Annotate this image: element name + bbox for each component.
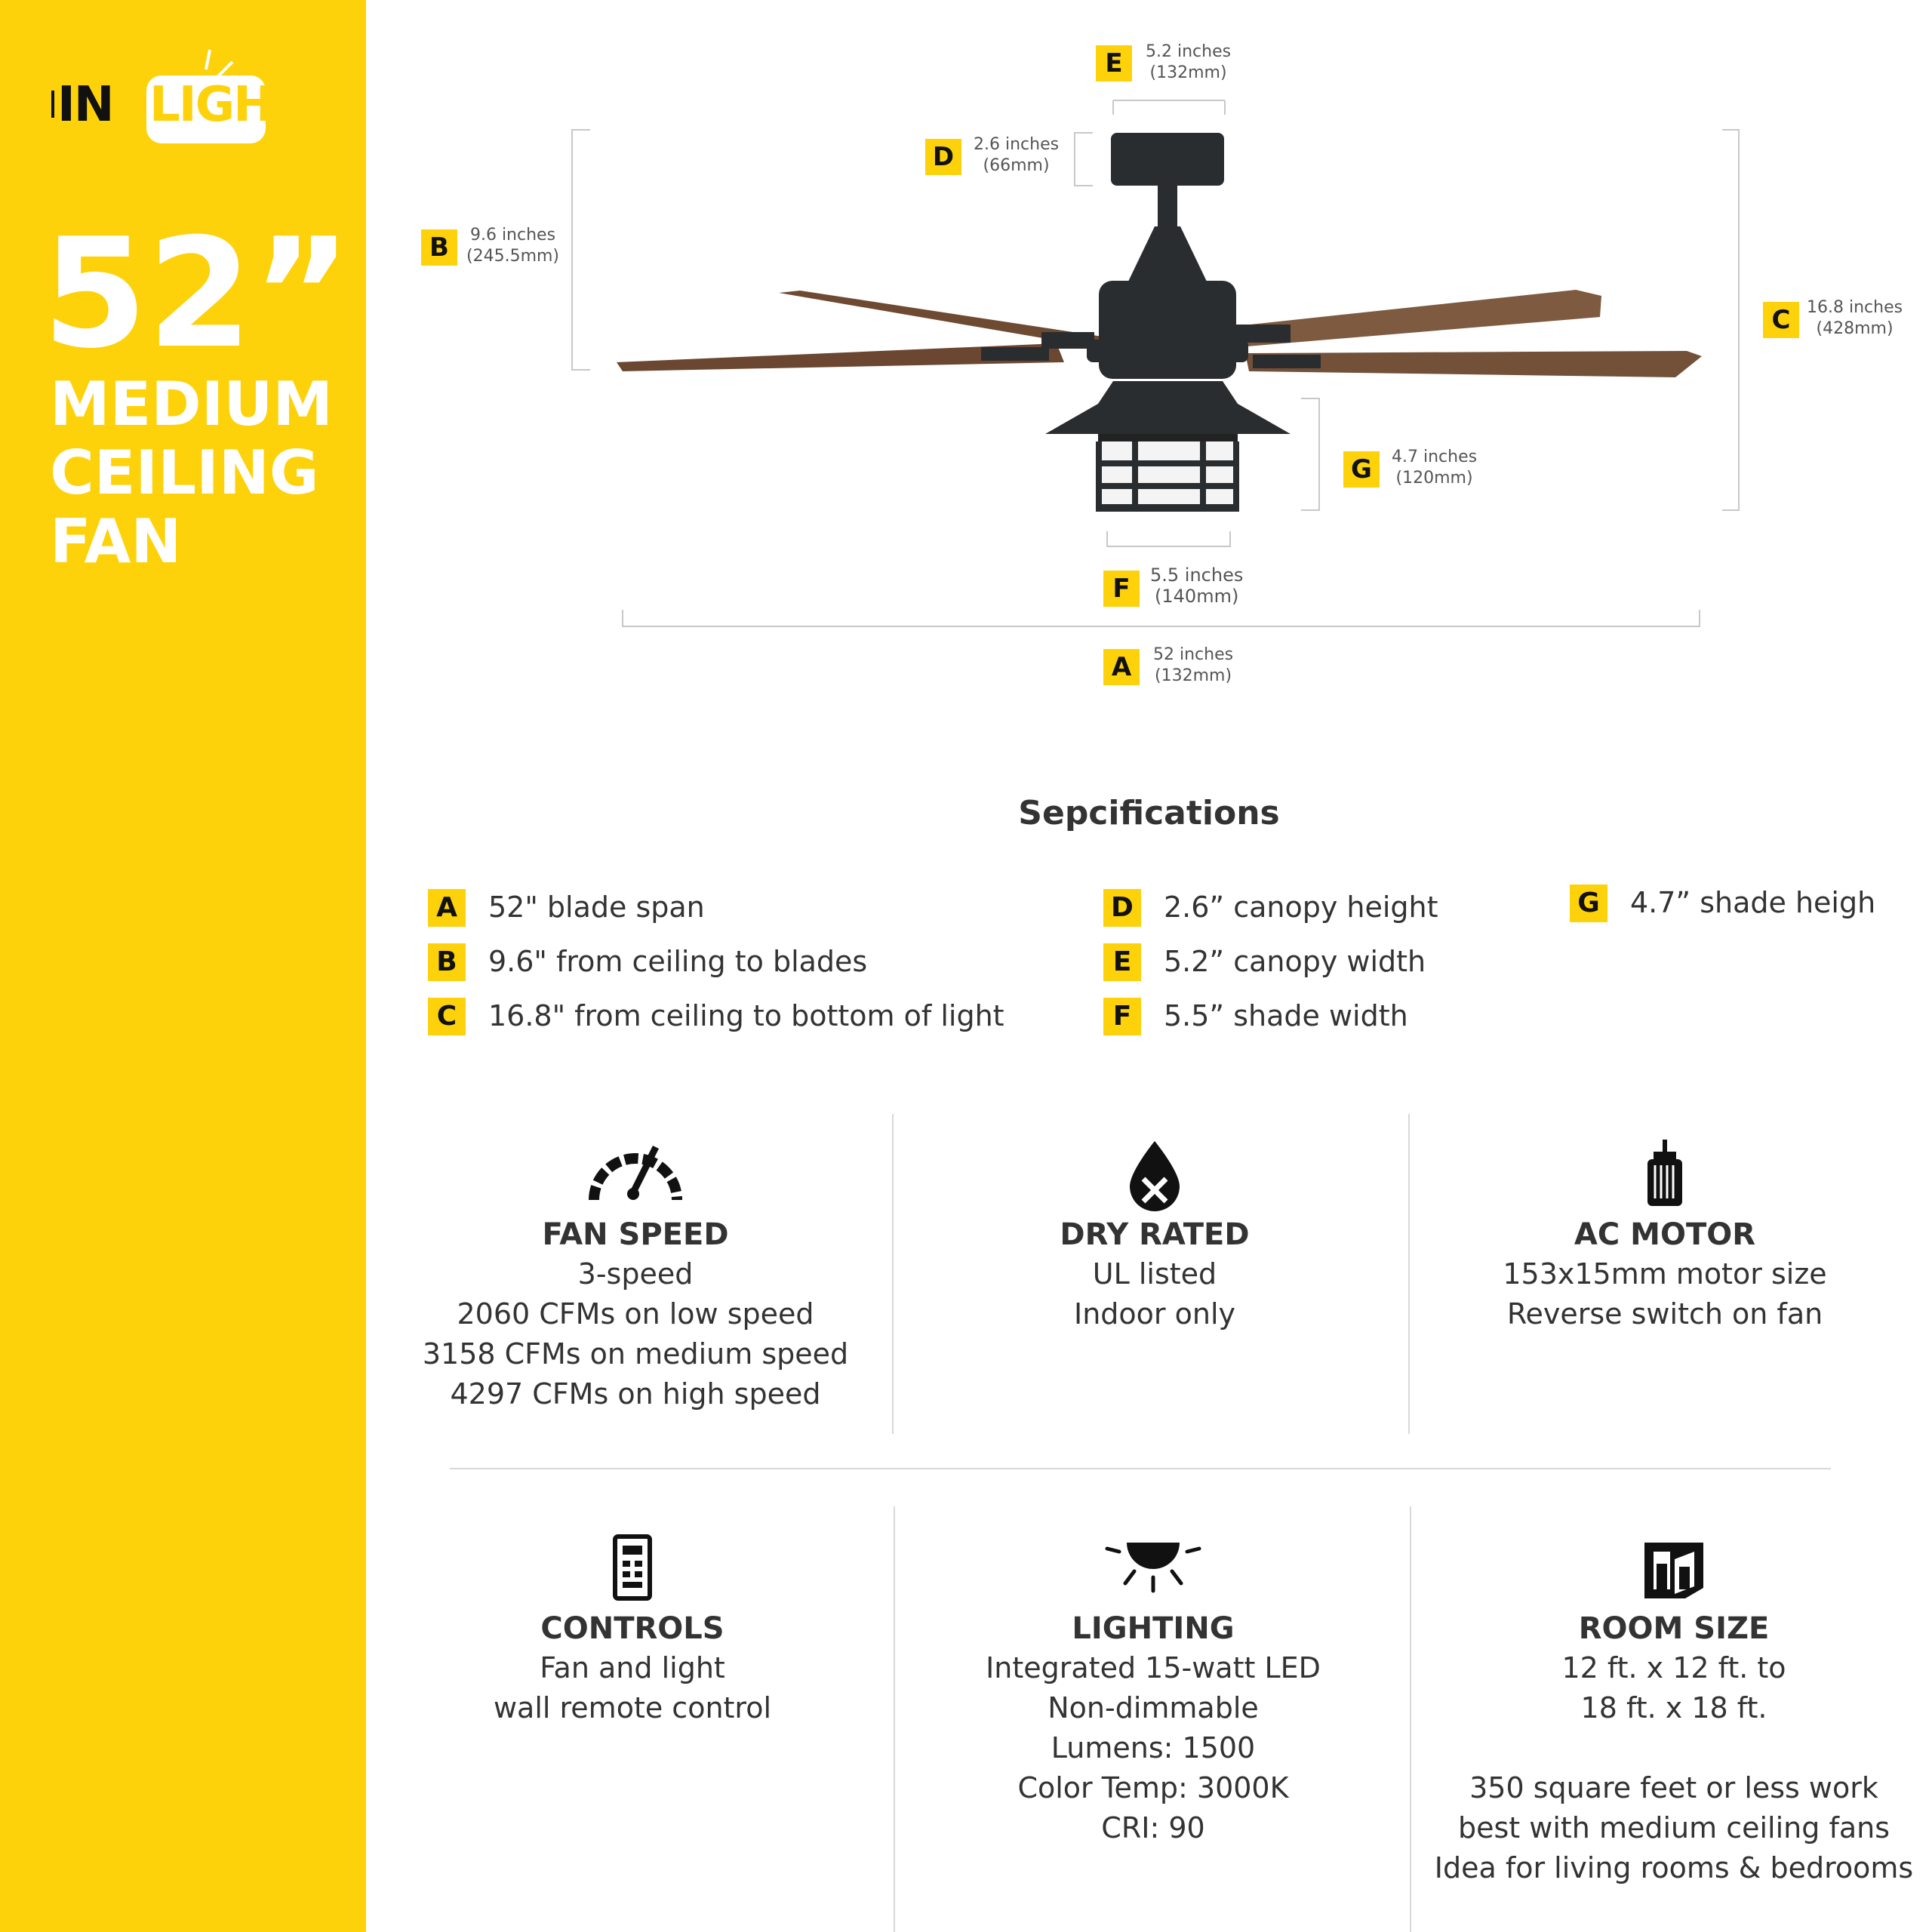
spec-label-a: A [428, 889, 466, 927]
dim-e-line [1113, 100, 1225, 115]
feature-fan-speed [379, 1132, 892, 1414]
measurement-e-mm: (132mm) [1149, 63, 1227, 82]
feature-ac-motor-line-2: Reverse switch on fan [1506, 1297, 1823, 1331]
fan-diagram [0, 0, 1932, 755]
light-fixture-icon [1104, 1526, 1202, 1609]
fan-type-line-2: CEILING [50, 438, 319, 508]
label-a: A [1103, 649, 1140, 685]
feature-fan-speed-line-4: 4297 CFMs on high speed [450, 1377, 821, 1411]
feature-lighting-line-1: Integrated 15-watt LED [986, 1651, 1321, 1684]
measurement-d-inches: 2.6 inches [974, 135, 1060, 154]
spec-label-f: F [1103, 998, 1141, 1035]
label-f: F [1103, 571, 1140, 607]
dim-c-line [1722, 130, 1739, 510]
measurement-f-inches: 5.5 inches [1150, 565, 1244, 586]
feature-dry-rated-line-1: UL listed [1092, 1257, 1217, 1291]
measurement-a [1153, 645, 1233, 687]
logo-light-text: LIGHT [149, 77, 304, 133]
spec-text-b: 9.6" from ceiling to blades [488, 945, 868, 978]
feature-controls-line-1: Fan and light [540, 1651, 725, 1684]
dim-a-line [623, 610, 1700, 626]
measurement-g-mm: (120mm) [1395, 469, 1473, 488]
measurement-b-mm: (245.5mm) [466, 247, 560, 266]
spec-label-c: C [428, 998, 466, 1035]
specifications-heading: Sepcifications [1018, 794, 1280, 832]
label-d: D [925, 139, 961, 175]
feature-lighting-title: LIGHTING [1072, 1611, 1235, 1646]
spec-label-e: E [1103, 943, 1141, 981]
spec-text-d: 2.6” canopy height [1164, 891, 1438, 924]
measurement-c [1807, 297, 1903, 340]
motor-icon [1616, 1132, 1714, 1215]
motor-housing [1099, 281, 1236, 379]
feature-fan-speed-line-2: 2060 CFMs on low speed [457, 1297, 814, 1331]
feature-room-size [1417, 1526, 1930, 1888]
spec-label-g: G [1570, 884, 1607, 922]
feature-controls-line-2: wall remote control [493, 1691, 772, 1724]
feature-fan-speed-line-1: 3-speed [577, 1257, 694, 1291]
measurement-c-mm: (428mm) [1816, 319, 1894, 338]
label-g: G [1343, 451, 1380, 488]
measurement-d-mm: (66mm) [983, 156, 1050, 175]
feature-room-size-title: ROOM SIZE [1578, 1611, 1770, 1646]
feature-lighting [897, 1526, 1410, 1848]
feature-dry-rated-line-2: Indoor only [1074, 1297, 1235, 1331]
feature-lighting-line-5: CRI: 90 [1101, 1811, 1205, 1844]
feature-fan-speed-title: FAN SPEED [542, 1217, 729, 1252]
dim-g-line [1301, 398, 1319, 510]
measurement-f [1150, 565, 1243, 607]
feature-controls-title: CONTROLS [540, 1611, 724, 1646]
spec-text-f: 5.5” shade width [1164, 999, 1408, 1032]
measurement-f-mm: (140mm) [1155, 586, 1239, 607]
feature-ac-motor-title: AC MOTOR [1574, 1217, 1756, 1252]
speedometer-icon [586, 1132, 685, 1215]
spec-text-c: 16.8" from ceiling to bottom of light [488, 999, 1004, 1032]
feature-divider-1 [892, 1114, 894, 1434]
feature-room-size-line-6: Idea for living rooms & bedrooms [1434, 1851, 1914, 1884]
feature-room-size-line-5: best with medium ceiling fans [1457, 1811, 1890, 1844]
spec-text-g: 4.7” shade heigh [1630, 886, 1876, 919]
lamp-shade [1045, 404, 1291, 434]
water-drop-icon [1106, 1132, 1204, 1215]
spec-text-e: 5.2” canopy width [1164, 945, 1426, 978]
feature-row-divider [450, 1468, 1831, 1469]
label-b: B [421, 229, 457, 266]
label-c: C [1763, 302, 1799, 338]
feature-ac-motor-line-1: 153x15mm motor size [1503, 1257, 1827, 1291]
wall-remote-icon [583, 1526, 681, 1609]
feature-room-size-line-1: 12 ft. x 12 ft. to [1561, 1651, 1786, 1684]
dim-b-line [572, 130, 590, 370]
spec-label-d: D [1103, 889, 1141, 927]
feature-divider-3 [894, 1506, 895, 1932]
spec-text-a: 52" blade span [488, 891, 705, 924]
label-e: E [1096, 45, 1132, 82]
light-glass [1100, 441, 1235, 509]
canopy [1111, 133, 1224, 186]
feature-controls [376, 1526, 889, 1728]
measurement-a-mm: (132mm) [1155, 666, 1232, 685]
feature-divider-4 [1410, 1506, 1411, 1932]
feature-fan-speed-line-3: 3158 CFMs on medium speed [422, 1337, 849, 1371]
measurement-b-inches: 9.6 inches [469, 226, 556, 245]
feature-lighting-line-2: Non-dimmable [1048, 1691, 1259, 1724]
fan-body [1045, 133, 1291, 512]
dim-f-line [1107, 531, 1230, 546]
fan-type-line-1: MEDIUM [50, 369, 333, 439]
measurement-g-inches: 4.7 inches [1392, 448, 1478, 466]
fan-size-heading: 52” [42, 206, 352, 382]
room-icon [1625, 1526, 1723, 1609]
feature-ac-motor [1408, 1132, 1921, 1334]
feature-lighting-line-4: Color Temp: 3000K [1017, 1771, 1289, 1804]
feature-dry-rated-title: DRY RATED [1060, 1217, 1250, 1252]
measurement-d [974, 134, 1059, 177]
measurement-a-inches: 52 inches [1153, 645, 1234, 664]
logo-in-text: IN [57, 77, 113, 133]
feature-lighting-line-3: Lumens: 1500 [1051, 1731, 1256, 1764]
measurement-e-inches: 5.2 inches [1146, 42, 1232, 61]
dim-d-line [1075, 133, 1093, 186]
feature-room-size-line-2: 18 ft. x 18 ft. [1580, 1691, 1767, 1724]
measurement-e [1146, 42, 1231, 84]
feature-dry-rated [898, 1132, 1411, 1334]
measurement-c-inches: 16.8 inches [1807, 298, 1903, 317]
fan-type-line-3: FAN [50, 506, 182, 577]
measurement-b [466, 225, 559, 267]
feature-room-size-spacer [1417, 1728, 1930, 1768]
spec-label-b: B [428, 943, 466, 981]
feature-room-size-line-4: 350 square feet or less work [1469, 1771, 1878, 1804]
measurement-g [1392, 447, 1477, 489]
